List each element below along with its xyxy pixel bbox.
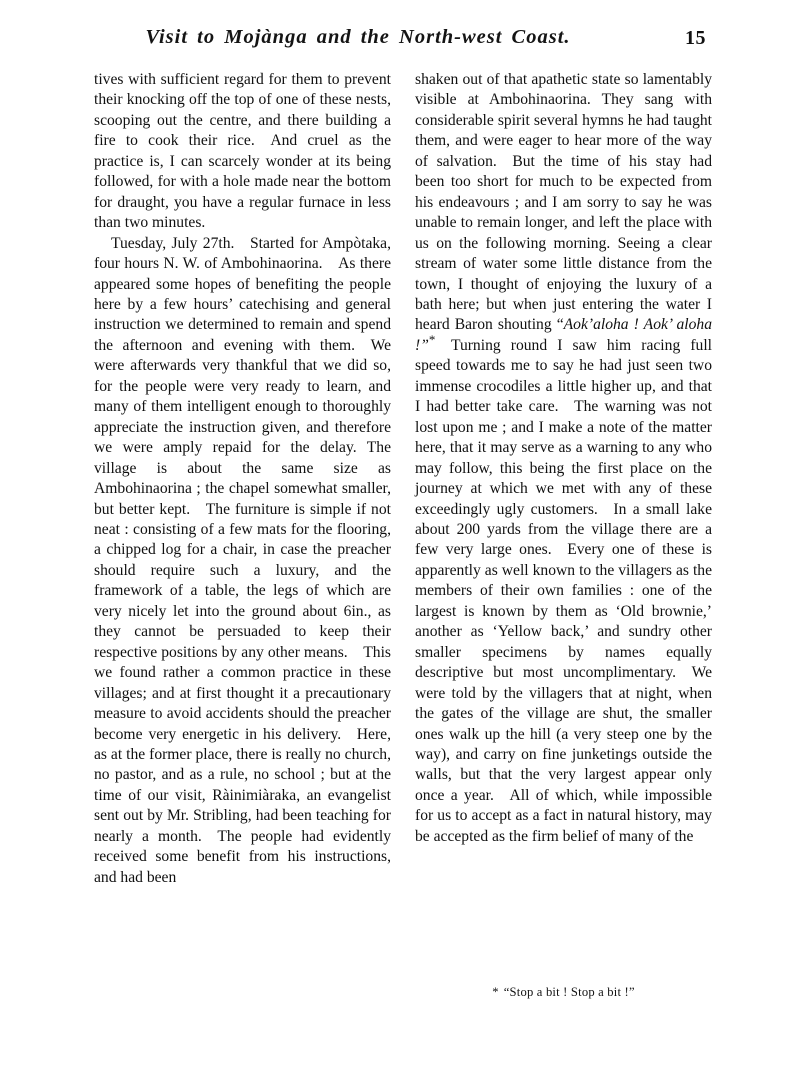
running-head [90,26,710,56]
paragraph: tives with sufficient regard for them to prevent their knocking off the top of one of these nests, scooping out the centre, and there building a fire to cook their rice. And cruel as the practice is, I can scarcely wonder at its being followed, for with a hole made near the bottom for draught, you have a regular furnace in less than two minutes. [94,71,391,232]
page-title: Visit to Mojànga and the North-west Coast. [145,26,571,48]
page-number: 15 [685,27,706,49]
paragraph: Tuesday, July 27th. Started for Ampòtaka, four hours N. W. of Ambohinaorina. As there appeared some hopes of benefiting the people here by a few hours’ catechising and general instruction we determined to remain and spend the afternoon and evening with them. We were afterwards very thankful that we did so, for the people were very ready to learn, and many of them intelligent enough to thoroughly appreciate the instruction given, and therefore we were amply repaid for the delay. The village is about the same size as Ambohinaorina ; the chapel somewhat smaller, but better kept. The furniture is simple if not neat : consisting of a few mats for the flooring, a chipped log for a chair, in case the preacher should require such a luxury, and the framework of a table, the legs of which are very nicely let into the ground about 6in., as they cannot be persuaded to keep their respective positions by any other means. This we found rather a common practice in these villages; and at first thought it a precautionary measure to avoid accidents should the preacher become very energetic in his delivery. Here, as at the former place, there is really no church, no pastor, and as a rule, no school ; but at the time of our visit, Ràinimiàraka, an evangelist sent out by Mr. Stribling, had been teaching for nearly a month. The people had evidently received some benefit from his instructions, and had been [94,234,391,886]
footnote-text: “Stop a bit ! Stop a bit !” [503,985,635,999]
italic-phrase: Aok’aloha ! Aok’ aloha !” [415,316,712,354]
right-column [415,70,712,847]
footnote-marker: * [492,985,499,999]
text-run: shaken out of that apathetic state so lamentably visible at Ambohinaorina. They sang with considerable spirit several hymns he had taught them, and were eager to hear more of the way of salvation. But the time of his stay had been too short for much to be expected from his endeavours ; and I am sorry to say he was unable to remain longer, and left the place with us on the following morning. Seeing a clear stream of water some little distance from the town, I thought of enjoying the luxury of a bath here; but when just entering the water I heard Baron shouting “ [415,71,712,334]
footnote-reference-mark: * [428,331,436,347]
body-text [94,70,712,1010]
paragraph [415,70,712,847]
footnote [415,984,712,1000]
left-column [94,70,391,888]
text-run: Turning round I saw him racing full speed towards me to say he had just seen two immense crocodiles a little higher up, and that I had better take care. The warning was not lost upon me ; and I make a note of the matter here, that it may serve as a warning to any who may follow, this being the first place on the journey at which we met with any of these exceedingly ugly customers. In a small lake about 200 yards from the village there are a few very large ones. Every one of these is apparently as well known to the villagers as the members of their own families : one of the largest is known by them as ‘Old brownie,’ another as ‘Yellow back,’ and sundry other smaller specimens by names equally descriptive but most uncomplimentary. We were told by the villagers that at night, when the gates of the village are shut, the smaller ones walk up the hill (a very steep one by the way), and carry on fine junketings outside the walls, but that the very largest appear only once a year. All of which, while impossible for us to accept as a fact in natural history, may be accepted as the firm belief of many of the [415,336,712,845]
